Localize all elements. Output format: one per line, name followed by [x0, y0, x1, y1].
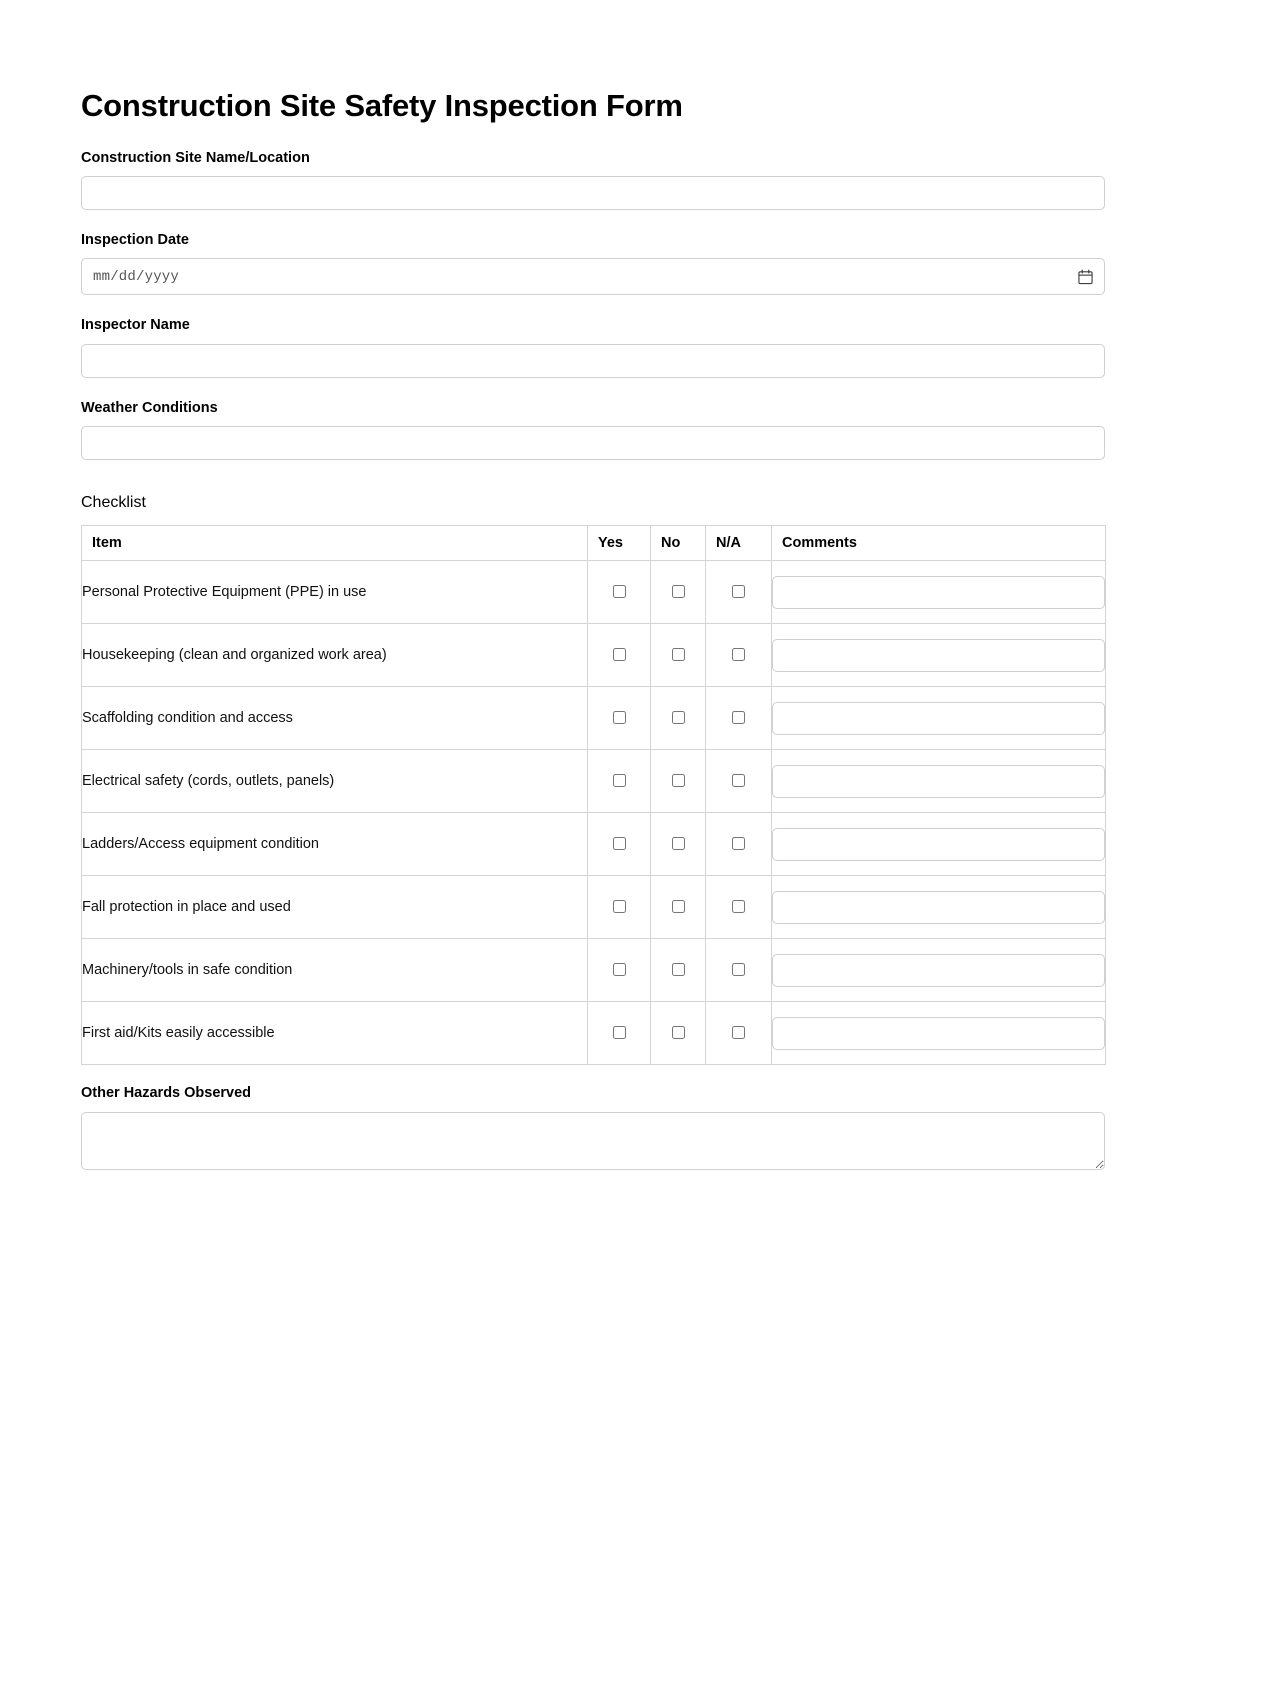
checkbox-na[interactable] [732, 1026, 745, 1039]
checklist-na-cell [706, 561, 772, 624]
checkbox-yes[interactable] [613, 585, 626, 598]
checklist-no-cell [651, 750, 706, 813]
checklist-yes-cell [588, 750, 651, 813]
field-inspection-date [81, 232, 1103, 295]
checkbox-no[interactable] [672, 774, 685, 787]
checklist-yes-cell [588, 1002, 651, 1065]
table-row [82, 813, 1106, 876]
column-header-yes: Yes [588, 526, 651, 561]
checkbox-yes[interactable] [613, 1026, 626, 1039]
field-label-weather-conditions: Weather Conditions [81, 399, 218, 416]
checklist-item-label: Machinery/tools in safe condition [82, 939, 588, 1002]
checklist-na-cell [706, 813, 772, 876]
comment-input[interactable] [772, 576, 1105, 609]
table-row [82, 750, 1106, 813]
checklist-na-cell [706, 876, 772, 939]
comment-input[interactable] [772, 1017, 1105, 1050]
weather-conditions-input[interactable] [81, 426, 1105, 460]
inspector-name-input[interactable] [81, 344, 1105, 378]
checklist-item-label: Electrical safety (cords, outlets, panels) [82, 750, 588, 813]
checkbox-na[interactable] [732, 711, 745, 724]
checklist-no-cell [651, 939, 706, 1002]
checkbox-no[interactable] [672, 648, 685, 661]
checklist-comment-cell [772, 939, 1106, 1002]
checkbox-na[interactable] [732, 585, 745, 598]
checklist-na-cell [706, 624, 772, 687]
checklist-table [81, 525, 1106, 1065]
checkbox-yes[interactable] [613, 774, 626, 787]
field-label-inspection-date: Inspection Date [81, 232, 189, 249]
checkbox-no[interactable] [672, 900, 685, 913]
checkbox-na[interactable] [732, 837, 745, 850]
table-row [82, 939, 1106, 1002]
table-row [82, 687, 1106, 750]
checkbox-na[interactable] [732, 648, 745, 661]
checklist-no-cell [651, 561, 706, 624]
table-row [82, 561, 1106, 624]
checklist-item-label: Fall protection in place and used [82, 876, 588, 939]
checklist-yes-cell [588, 876, 651, 939]
checklist-no-cell [651, 624, 706, 687]
checklist-heading: Checklist [81, 494, 146, 512]
checklist-yes-cell [588, 624, 651, 687]
checklist-no-cell [651, 687, 706, 750]
checkbox-no[interactable] [672, 585, 685, 598]
checklist-comment-cell [772, 624, 1106, 687]
checklist-item-label: Scaffolding condition and access [82, 687, 588, 750]
checklist-item-label: Ladders/Access equipment condition [82, 813, 588, 876]
checklist-na-cell [706, 687, 772, 750]
checkbox-no[interactable] [672, 963, 685, 976]
checklist-item-label: Housekeeping (clean and organized work area) [82, 624, 588, 687]
date-placeholder-text: mm/dd/yyyy [93, 268, 180, 285]
checklist-comment-cell [772, 687, 1106, 750]
checklist-no-cell [651, 813, 706, 876]
checklist-item-label: First aid/Kits easily accessible [82, 1002, 588, 1065]
site-name-input[interactable] [81, 176, 1105, 210]
checklist-comment-cell [772, 561, 1106, 624]
checklist-yes-cell [588, 813, 651, 876]
calendar-icon[interactable] [1078, 269, 1093, 284]
checkbox-yes[interactable] [613, 648, 626, 661]
checklist-no-cell [651, 876, 706, 939]
checkbox-na[interactable] [732, 900, 745, 913]
checkbox-no[interactable] [672, 711, 685, 724]
field-label-site-name: Construction Site Name/Location [81, 149, 310, 166]
checkbox-yes[interactable] [613, 837, 626, 850]
comment-input[interactable] [772, 639, 1105, 672]
field-label-inspector-name: Inspector Name [81, 317, 190, 334]
field-other-hazards [81, 1085, 1103, 1169]
date-input-row [81, 258, 1105, 295]
field-site-name [81, 150, 1103, 210]
checkbox-yes[interactable] [613, 711, 626, 724]
inspection-date-input[interactable] [81, 258, 1105, 295]
checklist-no-cell [651, 1002, 706, 1065]
checklist-na-cell [706, 750, 772, 813]
column-header-na: N/A [706, 526, 772, 561]
column-header-no: No [651, 526, 706, 561]
checklist-na-cell [706, 939, 772, 1002]
field-inspector-name [81, 317, 1103, 377]
table-row [82, 1002, 1106, 1065]
field-label-other-hazards: Other Hazards Observed [81, 1085, 252, 1102]
table-row [82, 876, 1106, 939]
column-header-item: Item [82, 526, 588, 561]
column-header-comments: Comments [772, 526, 1106, 561]
checklist-yes-cell [588, 687, 651, 750]
checklist-item-label: Personal Protective Equipment (PPE) in use [82, 561, 588, 624]
table-row [82, 624, 1106, 687]
checkbox-na[interactable] [732, 774, 745, 787]
table-header-row [82, 526, 1106, 561]
checklist-na-cell [706, 1002, 772, 1065]
checklist-comment-cell [772, 876, 1106, 939]
checkbox-na[interactable] [732, 963, 745, 976]
checklist-yes-cell [588, 561, 651, 624]
field-weather-conditions [81, 400, 1103, 460]
comment-input[interactable] [772, 828, 1105, 861]
comment-input[interactable] [772, 954, 1105, 987]
checklist-comment-cell [772, 813, 1106, 876]
comment-input[interactable] [772, 702, 1105, 735]
checklist-comment-cell [772, 1002, 1106, 1065]
checklist-yes-cell [588, 939, 651, 1002]
checkbox-no[interactable] [672, 1026, 685, 1039]
page-title: Construction Site Safety Inspection Form [81, 88, 683, 123]
comment-input[interactable] [772, 891, 1105, 924]
checklist-comment-cell [772, 750, 1106, 813]
checkbox-yes[interactable] [613, 900, 626, 913]
checklist-body [82, 561, 1106, 1065]
checkbox-yes[interactable] [613, 963, 626, 976]
comment-input[interactable] [772, 765, 1105, 798]
other-hazards-textarea[interactable] [81, 1112, 1105, 1170]
checkbox-no[interactable] [672, 837, 685, 850]
